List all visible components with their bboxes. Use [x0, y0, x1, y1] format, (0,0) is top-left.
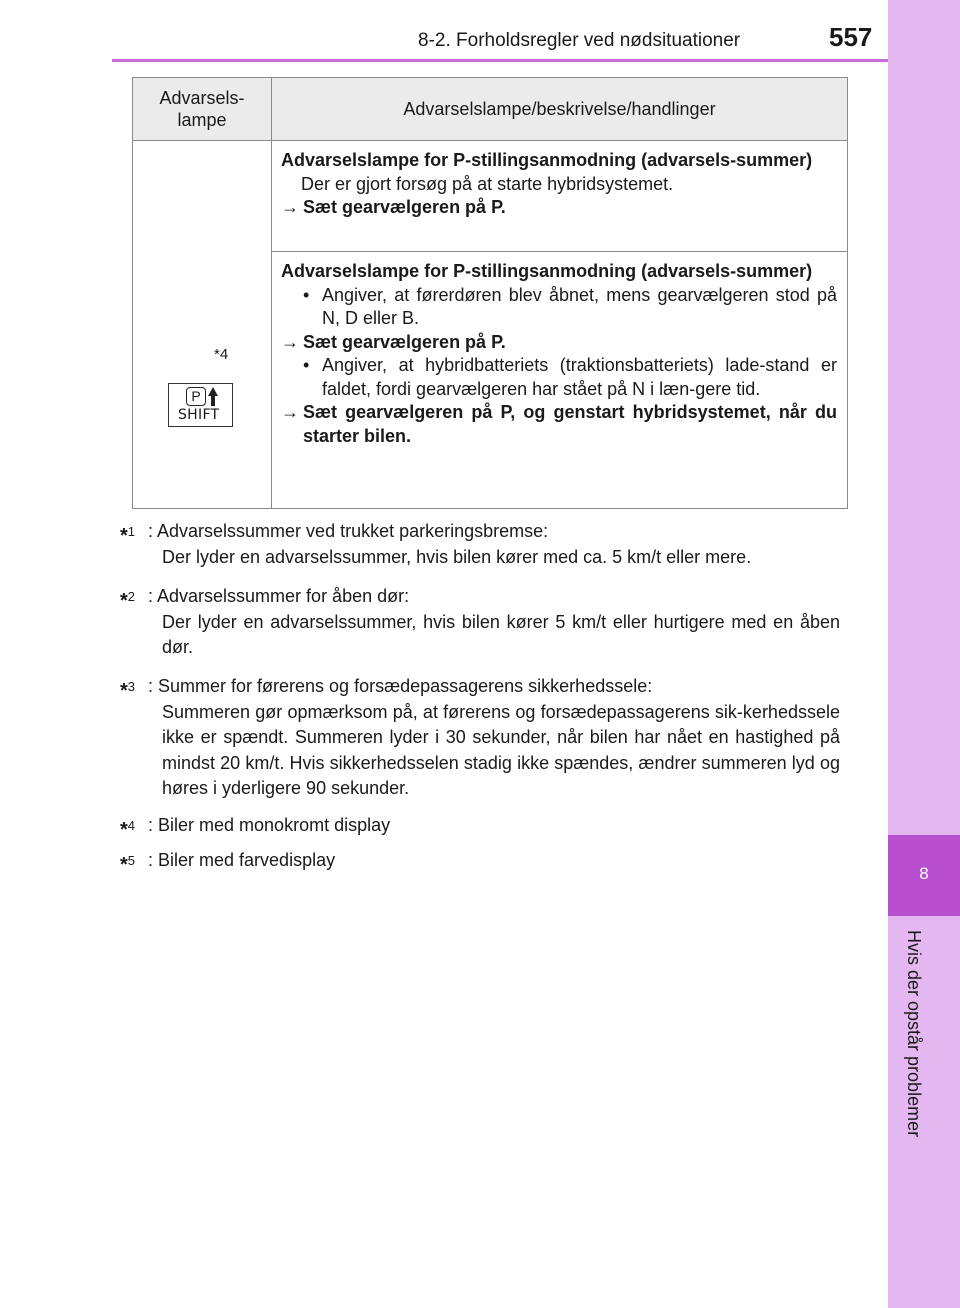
- footnote-text: Der lyder en advarselssummer, hvis bilen kører med ca. 5 km/t eller mere.: [162, 546, 752, 567]
- arrow-right-icon: →: [281, 402, 299, 422]
- arrow-right-icon: →: [281, 197, 299, 217]
- row-action: [281, 196, 837, 220]
- table-row: [133, 141, 848, 252]
- row-description: Der er gjort forsøg på at starte hybridsystemet.: [301, 173, 674, 194]
- column-header-lamp-text: Advarsels- lampe: [159, 88, 245, 130]
- column-header-description: Advarselslampe/beskrivelse/handlinger: [272, 78, 848, 141]
- description-cell: [272, 252, 848, 509]
- list-item: [281, 354, 837, 401]
- arrow-stem: [211, 395, 215, 406]
- footnote-text: Summeren gør opmærksom på, at førerens og forsædepassagerens sik-kerhedssele ikke er spændt. Summeren lyder i 30 sekunder, når bilen har nået en hastighed på mindst 20 km/t. Hvis sikkerhedsselen stadig ikke spændes, ændrer summeren lyd og høres i yderligere 90 sekunder.: [162, 701, 840, 798]
- row-title: Advarselslampe for P-stillingsanmodning (advarsels-summer): [281, 150, 813, 170]
- footnote-title: Advarselssummer for åben dør:: [157, 586, 410, 606]
- row-title: Advarselslampe for P-stillingsanmodning (advarsels-summer): [281, 261, 813, 281]
- p-letter: P: [186, 387, 206, 406]
- footnote-marker: *$^3$: [120, 679, 136, 702]
- footnote-marker: *$^4$: [120, 818, 136, 841]
- list-item-text: Angiver, at hybridbatteriets (traktionsbatteriets) lade-stand er faldet, fordi gearvælgeren har stået på N i læn-gere tid.: [322, 355, 837, 399]
- footnote-text: Der lyder en advarselssummer, hvis bilen kører 5 km/t eller hurtigere med en åben dør.: [162, 611, 840, 657]
- footnote: *$^5$ : Biler med farvedisplay: [120, 848, 840, 874]
- chapter-number: 8: [919, 864, 929, 883]
- arrow-right-icon: →: [281, 331, 299, 352]
- column-header-lamp: [133, 78, 272, 141]
- list-item: [281, 284, 837, 331]
- section-title: 8-2. Forholdsregler ved nødsituationer: [418, 30, 741, 51]
- table-header-row: [133, 78, 848, 141]
- warning-lamp-table: [132, 77, 848, 509]
- footnote-title: Summer for førerens og forsædepassagerens sikkerhedssele:: [158, 676, 653, 696]
- footnote-title: Advarselssummer ved trukket parkeringsbremse:: [157, 521, 549, 541]
- row-action: [281, 401, 837, 448]
- row-action-text: Sæt gearvælgeren på P.: [303, 197, 506, 217]
- page-number: 557: [829, 22, 873, 52]
- footnote-title: Biler med monokromt display: [158, 815, 391, 835]
- footnote: *$^2$ : Advarselssummer for åben dør: Der lyder en advarselssummer, hvis bilen kører 5 km/t eller hurtigere med en åben dør.: [120, 584, 840, 661]
- shift-label: SHIFT: [178, 407, 220, 423]
- bullet-icon: •: [303, 355, 310, 375]
- footnote: *$^1$ : Advarselssummer ved trukket parkeringsbremse: Der lyder en advarselssummer, hvis bilen kører med ca. 5 km/t eller mere.: [120, 519, 840, 570]
- row-action-text: Sæt gearvælgeren på P, og genstart hybridsystemet, når du starter bilen.: [303, 402, 837, 446]
- footnote-marker: *$^2$: [120, 589, 136, 612]
- lamp-cell: [133, 141, 272, 509]
- row-action-text: Sæt gearvælgeren på P.: [303, 331, 506, 352]
- footnote-marker: *$^1$: [120, 524, 136, 547]
- header-rule: [112, 59, 888, 62]
- footnote: *$^4$ : Biler med monokromt display: [120, 813, 840, 839]
- footnote-marker: *$^5$: [120, 853, 136, 876]
- chapter-title: Hvis der opstår problemer: [904, 930, 924, 1138]
- footnote-title: Biler med farvedisplay: [158, 850, 336, 870]
- description-cell: [272, 141, 848, 252]
- list-item-text: Angiver, at førerdøren blev åbnet, mens gearvælgeren stod på N, D eller B.: [322, 284, 837, 328]
- bullet-icon: •: [303, 284, 310, 305]
- p-shift-indicator-icon: [168, 383, 233, 427]
- row-action: [281, 331, 837, 355]
- lamp-footnote-marker: *4: [214, 346, 229, 363]
- footnote: *$^3$ : Summer for førerens og forsædepassagerens sikkerhedssele: Summeren gør opmærksom på, at førerens og forsædepassagerens sik-kerhedssele ikke er spændt. Summeren lyder i 30 sekunder, når bilen har nået en hastighed på mindst 20 km/t. Hvis sikkerhedsselen stadig ikke spændes, ændrer summeren lyd og høres i yderligere 90 sekunder.: [120, 674, 840, 802]
